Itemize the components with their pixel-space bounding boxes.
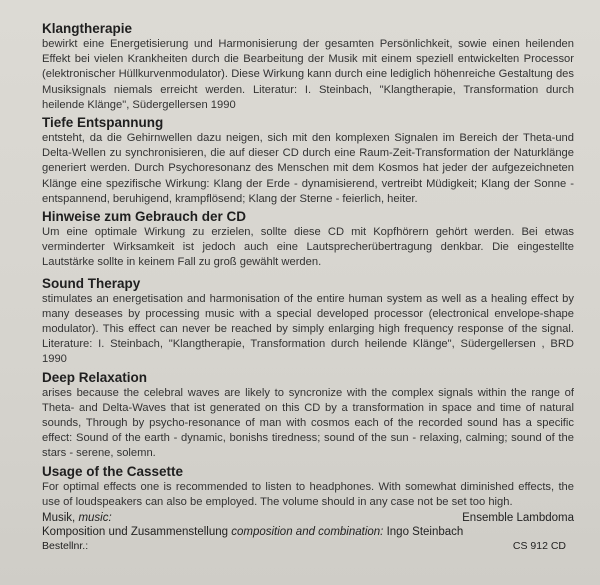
section-text: entsteht, da die Gehirnwellen dazu neigen, sich mit den komplexen Signalen im Bereich der Theta-und Delta-Wellen zu synchronisieren, die auf dieser CD durch eine Raum-Zeit-Transformation der Naturklänge generiert werden. Durch Psychoresonanz des Menschen mit dem Kosmos hat jeder der aufgezeichneten Klänge eine spezifische Wirkung: Klang der Erde - dynamisierend, vertreibt Müdigkeit; Klang der Sonne - entspannend, beruhigend, krampflösend; Klang der Sterne - feierlich, heiter. [42, 132, 574, 205]
credit-composition-label [42, 525, 463, 539]
credit-music-value: Ensemble Lambdoma [462, 512, 574, 525]
credit-music-label [42, 511, 112, 525]
credit-order-value: CS 912 CD [512, 540, 566, 553]
section-hinweise [42, 208, 574, 271]
booklet-content [42, 20, 574, 553]
section-text: For optimal effects one is recommended to listen to headphones. With somewhat diminished effects, the use of loudspeakers can also be employed. The volume should in any case not be set too high. [42, 480, 574, 508]
section-heading: Hinweise zum Gebrauch der CD [42, 209, 247, 225]
section-heading: Sound Therapy [42, 275, 141, 291]
credit-order-row [42, 539, 574, 553]
credit-composition-label-de: Komposition und Zusammenstellung [42, 526, 229, 539]
section-text: arises because the celebral waves are likely to syncronize with the complex signals within the range of Theta- and Delta-Waves that ist generated on this CD by a transformation in space and time of natural sounds, Through by psycho-resonance of man with cosmos each of the recorded sound has a specific effect: Sound of the earth - dynamic, bonishs tiredness; sound of the sun - relaxing, calming; sound of the stars - serene, solemn. [42, 386, 574, 460]
section-heading: Usage of the Cassette [42, 463, 184, 479]
section-tiefe-entspannung [42, 114, 574, 207]
credit-music-label-en: music: [78, 512, 112, 525]
credits [42, 511, 574, 553]
credit-composition-label-en: composition and combination: [231, 526, 384, 539]
credit-composition-value: Ingo Steinbach [386, 526, 464, 539]
section-klangtherapie [42, 20, 574, 113]
section-sound-therapy [42, 275, 574, 368]
credit-music-row [42, 511, 574, 525]
section-deep-relaxation [42, 369, 574, 462]
credit-order-label: Bestellnr.: [42, 540, 89, 553]
section-text: bewirkt eine Energetisierung und Harmonisierung der gesamten Persönlichkeit, sowie einen heilenden Effekt bei vielen Krankheiten durch die Bearbeitung der Musik mit einem speziell entwickelten Processor (elektronischer Hüllkurvenmodulator). Diese Wirkung kann durch eine lediglich höhenreiche Gestaltung des Musiksignals niemals erreicht werden. Literatur: I. Steinbach, "Klangtherapie, Transformation durch heilende Klänge", Südergellersen 1990 [42, 38, 574, 111]
credit-composition-row [42, 525, 574, 539]
section-text: stimulates an energetisation and harmonisation of the entire human system as well as a healing effect by many deseases by processing music with a special developed processor (electronical envelope-shape modulator). This effect can never be reached by simply enlarging high frequency response of the signal. Literature: I. Steinbach, "Klangtherapie, Transformation durch heilende Klänge", Südergellersen , BRD 1990 [42, 292, 574, 366]
section-text: Um eine optimale Wirkung zu erzielen, sollte diese CD mit Kopfhörern gehört werden. Bei etwas verminderter Wirksamkeit ist jedoch auch eine Lautsprecherübertragung denkbar. Die eingestellte Lautstärke sollte in keinem Fall zu groß gewählt werden. [42, 226, 574, 269]
section-heading: Klangtherapie [42, 21, 133, 36]
section-heading: Tiefe Entspannung [42, 115, 164, 131]
section-heading: Deep Relaxation [42, 369, 148, 385]
section-usage [42, 463, 574, 510]
credit-music-label-de: Musik, [42, 512, 76, 525]
